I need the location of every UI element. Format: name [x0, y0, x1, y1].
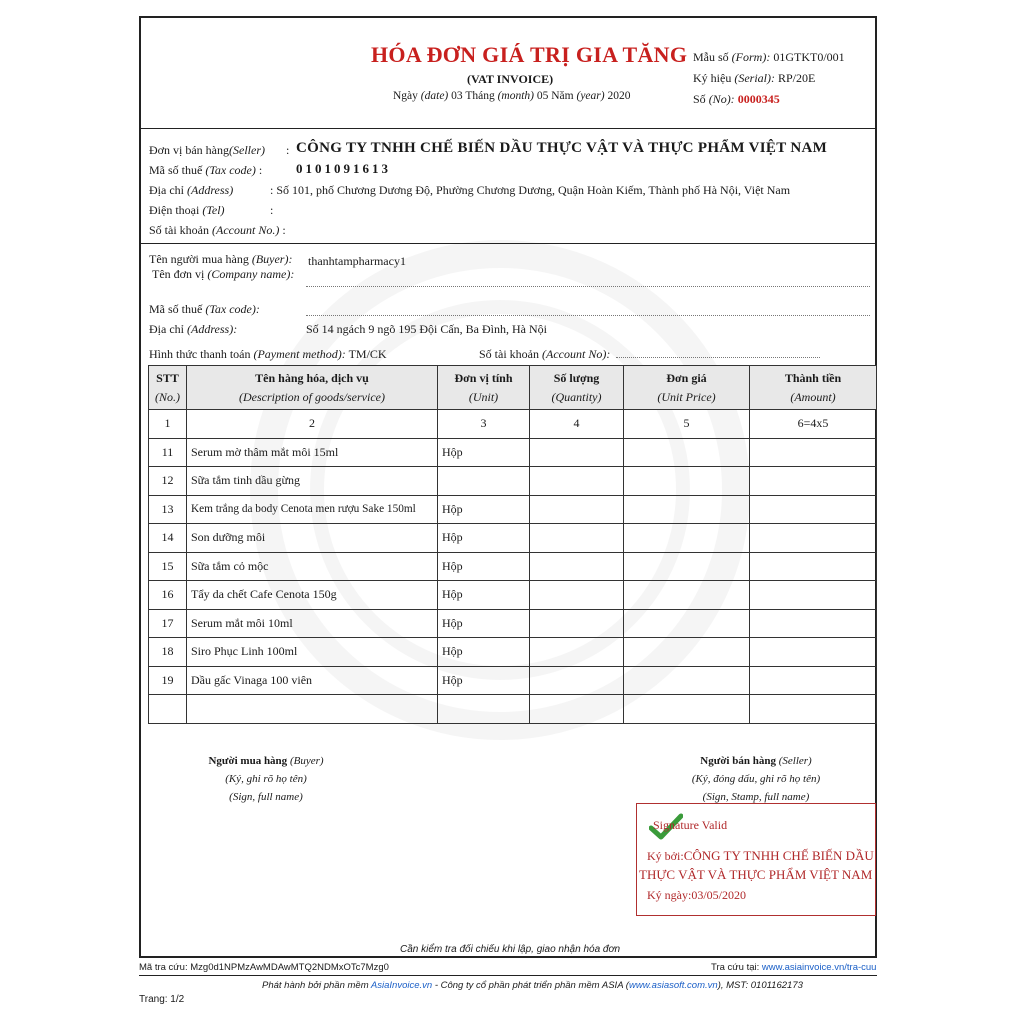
- buyer-address-label: Địa chỉ (Address):: [149, 322, 238, 336]
- serial-number: Ký hiệu (Serial): RP/20E: [693, 71, 816, 85]
- table-row: 17 Serum mắt môi 10ml Hộp: [149, 609, 877, 638]
- buyer-company-label: Tên đơn vị (Company name):: [152, 267, 295, 281]
- lookup-code-line: Mã tra cứu: Mzg0d1NPMzAwMDAwMTQ2NDMxOTc7Mzg0: [139, 962, 389, 973]
- items-table: [148, 365, 877, 724]
- table-row: 15 Sữa tắm cỏ mộc Hộp: [149, 552, 877, 581]
- seller-account-label: Số tài khoản (Account No.) :: [149, 223, 286, 237]
- payment-method-label: Hình thức thanh toán (Payment method): TM/CK: [149, 347, 387, 361]
- check-note: Cần kiểm tra đối chiếu khi lập, giao nhận hóa đơn: [400, 944, 621, 955]
- table-row: 18 Siro Phục Linh 100ml Hộp: [149, 638, 877, 667]
- seller-colon: :: [286, 143, 290, 157]
- footer-divider: [139, 975, 877, 976]
- asiainvoice-link[interactable]: AsiaInvoice.vn: [370, 980, 433, 991]
- table-row: 19 Dầu gấc Vinaga 100 viên Hộp: [149, 666, 877, 695]
- form-number: Mẫu số (Form): 01GTKT0/001: [693, 50, 845, 64]
- seller-label: Đơn vị bán hàng(Seller): [149, 143, 265, 157]
- signed-by-line2: THỰC VẬT VÀ THỰC PHẨM VIỆT NAM: [639, 867, 873, 882]
- invoice-date: Ngày (date) 03 Tháng (month) 05 Năm (year) 2020: [393, 90, 631, 102]
- buyer-tax-dotted-line: [306, 315, 870, 316]
- lookup-site-line: Tra cứu tại: www.asiainvoice.vn/tra-cuu: [711, 962, 877, 973]
- buyer-account-label: Số tài khoản (Account No):: [479, 347, 611, 361]
- buyer-address: Số 14 ngách 9 ngõ 195 Đội Cấn, Ba Đình, Hà Nội: [306, 322, 547, 336]
- table-row: 11 Serum mờ thâm mắt môi 15ml Hộp: [149, 438, 877, 467]
- asiasoft-link[interactable]: www.asiasoft.com.vn: [628, 980, 718, 991]
- lookup-site-link[interactable]: www.asiainvoice.vn/tra-cuu: [761, 962, 877, 973]
- issued-by-line: Phát hành bởi phần mềm AsiaInvoice.vn - Công ty cổ phần phát triển phần mềm ASIA (www.asiasoft.com.vn), MST: 0101162173: [262, 980, 803, 991]
- header-unit: Đơn vị tính (Unit): [438, 366, 530, 410]
- signed-by-line1: Ký bởi:CÔNG TY TNHH CHẾ BIẾN DẦU: [647, 848, 874, 863]
- signed-date: Ký ngày:03/05/2020: [647, 888, 746, 902]
- header-no: STT (No.): [149, 366, 187, 410]
- seller-signature-block: Người bán hàng (Seller) (Ký, đóng dấu, ghi rõ họ tên) (Sign, Stamp, full name): [691, 755, 821, 803]
- invoice-subtitle: (VAT INVOICE): [467, 72, 554, 86]
- table-row: 14 Son dưỡng môi Hộp: [149, 524, 877, 553]
- seller-tel-colon: :: [270, 203, 274, 217]
- digital-signature-box: [636, 803, 876, 916]
- table-row: [149, 695, 877, 724]
- seller-tax-code: 0101091613: [296, 161, 391, 176]
- buyer-account-dotted-line: [616, 357, 820, 358]
- header-unit-price: Đơn giá (Unit Price): [624, 366, 750, 410]
- table-header-row: [149, 366, 877, 410]
- buyer-signature-block: Người mua hàng (Buyer) (Ký, ghi rõ họ tên) (Sign, full name): [208, 755, 324, 803]
- seller-divider: [139, 243, 877, 244]
- column-index-row: 1 2 3 4 5 6=4x5: [149, 410, 877, 439]
- seller-address: : Số 101, phố Chương Dương Độ, Phường Chương Dương, Quận Hoàn Kiếm, Thành phố Hà Nội, Việt Nam: [270, 183, 791, 197]
- table-row: 13 Kem trắng da body Cenota men rượu Sake 150ml Hộp: [149, 495, 877, 524]
- buyer-name-label: Tên người mua hàng (Buyer):: [149, 252, 293, 266]
- signature-valid-text: Signature Valid: [653, 818, 728, 832]
- header-divider: [139, 128, 877, 129]
- page-indicator: Trang: 1/2: [139, 994, 185, 1005]
- buyer-company-dotted-line: [306, 286, 870, 287]
- invoice-title: HÓA ĐƠN GIÁ TRỊ GIA TĂNG: [371, 42, 688, 67]
- header-description: Tên hàng hóa, dịch vụ (Description of goods/service): [187, 366, 438, 410]
- seller-tel-label: Điện thoại (Tel): [149, 203, 225, 217]
- seller-address-label: Địa chỉ (Address): [149, 183, 234, 197]
- invoice-number: Số (No): 0000345: [693, 92, 780, 106]
- payment-method-value: TM/CK: [348, 347, 387, 361]
- seller-tax-label: Mã số thuế (Tax code) :: [149, 163, 263, 177]
- header-amount: Thành tiền (Amount): [750, 366, 877, 410]
- table-row: 16 Tẩy da chết Cafe Cenota 150g Hộp: [149, 581, 877, 610]
- header-quantity: Số lượng (Quantity): [530, 366, 624, 410]
- seller-name: CÔNG TY TNHH CHẾ BIẾN DẦU THỰC VẬT VÀ THỰC PHẨM VIỆT NAM: [296, 140, 828, 156]
- buyer-tax-label: Mã số thuế (Tax code):: [149, 302, 260, 316]
- table-row: 12 Sữa tắm tinh dầu gừng: [149, 467, 877, 496]
- buyer-name: thanhtampharmacy1: [308, 254, 406, 268]
